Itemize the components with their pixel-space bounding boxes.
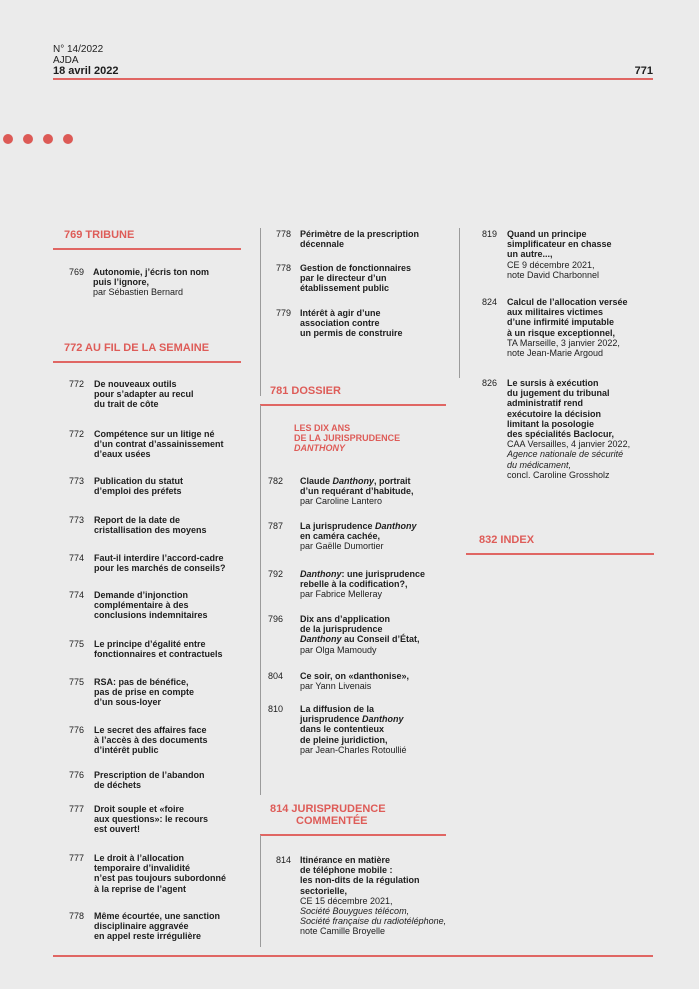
toc-page-number: 814	[276, 855, 292, 865]
toc-page-number: 774	[69, 590, 85, 600]
toc-entry-detail: par Yann Livenais	[300, 681, 372, 692]
toc-entry-title: du jugement du tribunal	[507, 388, 610, 399]
toc-entry-title: à un risque exceptionnel,	[507, 327, 616, 338]
decorative-dots	[3, 134, 73, 144]
toc-entry-title: des spécialités Baclocur,	[507, 429, 615, 440]
toc-entry-title: Demande d’injonction	[94, 590, 189, 600]
toc-page-number: 804	[268, 671, 284, 681]
toc-entry-title: Intérêt à agir d’une	[300, 308, 381, 318]
column-divider	[459, 228, 460, 378]
section-rule	[53, 361, 241, 363]
section-rule	[260, 404, 446, 406]
toc-page-number: 792	[268, 569, 284, 579]
toc-entry-title: rebelle à la codification?,	[300, 579, 408, 590]
dot	[63, 134, 73, 144]
toc-entry-title: aux questions»: le recours	[94, 814, 209, 825]
toc-page-number: 826	[482, 378, 498, 388]
toc-entry-title: en caméra cachée,	[300, 531, 381, 542]
toc-entry-title: d’intérêt public	[94, 745, 159, 756]
toc-entry-title: Quand un principe	[507, 229, 587, 239]
toc-page-number: 777	[69, 804, 85, 814]
toc-entry-title: conclusions indemnitaires	[94, 610, 208, 621]
journal-name: AJDA	[53, 55, 79, 66]
toc-entry-title: Périmètre de la prescription	[300, 229, 420, 239]
toc-entry-detail: Société française du radiotéléphone,	[300, 916, 447, 927]
column-divider	[260, 835, 261, 947]
toc-entry-title: Itinérance en matière	[300, 855, 391, 865]
toc-entry-title: La diffusion de la	[300, 704, 375, 714]
section-title-dossier: 781 DOSSIER	[270, 385, 341, 397]
toc-entry-title: Danthony: une jurisprudence	[300, 569, 426, 579]
toc-page-number: 773	[69, 476, 85, 486]
toc-entry-title: Report de la date de	[94, 515, 181, 525]
toc-page-number: 776	[69, 725, 85, 735]
toc-page-number: 778	[276, 263, 292, 273]
toc-entry-detail: note Jean-Marie Argoud	[507, 348, 604, 359]
toc-page-number: 776	[69, 770, 85, 780]
toc-entry-title: d’un sous-loyer	[94, 697, 162, 708]
toc-entry-detail: note Camille Broyelle	[300, 926, 386, 937]
toc-entry-title: aux militaires victimes	[507, 307, 604, 318]
section-rule	[260, 834, 446, 836]
toc-page-number: 819	[482, 229, 498, 239]
header-rule	[53, 78, 653, 80]
toc-page-number: 824	[482, 297, 498, 307]
toc-entry-title: cristallisation des moyens	[94, 525, 207, 536]
toc-entry-title: Faut-il interdire l’accord-cadre	[94, 553, 224, 563]
toc-entry-title: jurisprudence Danthony	[300, 714, 404, 725]
toc-entry-title: Compétence sur un litige né	[94, 429, 215, 439]
toc-entry-title: La jurisprudence Danthony	[300, 521, 417, 531]
toc-entry-title: Même écourtée, une sanction	[94, 911, 221, 921]
toc-entry-title: un autre...,	[507, 249, 553, 260]
toc-entry-title: pas de prise en compte	[94, 687, 195, 698]
toc-entry-detail: Agence nationale de sécurité	[507, 449, 624, 460]
toc-page-number: 772	[69, 429, 85, 439]
toc-entry-title: Dix ans d’application	[300, 614, 391, 624]
toc-entry-title: Claude Danthony, portrait	[300, 476, 411, 486]
toc-entry-title: est ouvert!	[94, 824, 141, 835]
toc-entry-title: Autonomie, j’écris ton nom	[93, 267, 210, 277]
toc-entry-title: établissement public	[300, 283, 390, 294]
toc-entry-title: Le principe d’égalité entre	[94, 639, 206, 649]
toc-entry-title: fonctionnaires et contractuels	[94, 649, 223, 660]
toc-entry-title: les non-dits de la régulation	[300, 875, 420, 886]
toc-entry-title: décennale	[300, 239, 345, 250]
toc-entry-detail: note David Charbonnel	[507, 269, 600, 280]
toc-entry-detail: Société Bouygues télécom,	[300, 906, 410, 917]
toc-entry-title: Danthony au Conseil d’État,	[300, 634, 420, 645]
toc-page-number: 779	[276, 308, 292, 318]
toc-page-number: 775	[69, 639, 85, 649]
toc-entry-detail: concl. Caroline Grossholz	[507, 469, 610, 480]
toc-entry-title: d’un requérant d’habitude,	[300, 486, 414, 497]
toc-page-number: 810	[268, 704, 284, 714]
toc-entry-title: d’emploi des préfets	[94, 486, 182, 497]
toc-entry-title: De nouveaux outils	[94, 379, 177, 389]
toc-entry-title: temporaire d’invalidité	[94, 863, 191, 874]
toc-entry-title: sectorielle,	[300, 885, 348, 896]
toc-entry-title: de déchets	[94, 780, 142, 791]
section-title-tribune: 769 TRIBUNE	[64, 229, 135, 241]
toc-entry-title: par le directeur d’un	[300, 273, 387, 284]
toc-entry-title: du trait de côte	[94, 399, 159, 410]
toc-page-number: 775	[69, 677, 85, 687]
toc-entry-detail: CE 9 décembre 2021,	[507, 259, 595, 270]
toc-page-number: 769	[69, 267, 85, 277]
column-divider	[260, 405, 261, 795]
dot	[23, 134, 33, 144]
dot	[3, 134, 13, 144]
toc-page-number: 774	[69, 553, 85, 563]
issue-date: 18 avril 2022	[53, 65, 119, 77]
section-title-jurisprudence	[270, 803, 386, 827]
toc-entry-title: disciplinaire aggravée	[94, 921, 189, 932]
toc-entry-title: Prescription de l’abandon	[94, 770, 205, 780]
toc-entry-title: administratif rend	[507, 398, 584, 409]
section-rule	[466, 553, 654, 555]
dossier-heading-line: DE LA JURISPRUDENCE	[294, 433, 401, 444]
section-rule	[53, 248, 241, 250]
toc-entry-title: limitant la posologie	[507, 418, 595, 429]
toc-entry-detail: par Olga Mamoudy	[300, 644, 377, 655]
issue-number: N° 14/2022	[53, 44, 104, 55]
toc-entry-detail: TA Marseille, 3 janvier 2022,	[507, 337, 620, 348]
toc-entry-title: un permis de construire	[300, 328, 403, 339]
toc-page-number: 787	[268, 521, 284, 531]
toc-page-number: 772	[69, 379, 85, 389]
toc-entry-title: de la jurisprudence	[300, 624, 383, 635]
toc-page-number: 778	[276, 229, 292, 239]
toc-entry-title: pour les marchés de conseils?	[94, 563, 226, 574]
toc-entry-title: Calcul de l’allocation versée	[507, 297, 628, 307]
toc-page-number: 777	[69, 853, 85, 863]
toc-page-number: 782	[268, 476, 284, 486]
toc-page-number: 778	[69, 911, 85, 921]
toc-entry-title: Publication du statut	[94, 476, 183, 486]
toc-entry-detail: du médicament,	[507, 459, 572, 470]
toc-entry-title: Gestion de fonctionnaires	[300, 263, 412, 273]
dossier-heading	[294, 423, 400, 454]
toc-entry-title: d’eaux usées	[94, 449, 151, 460]
column-divider	[260, 228, 261, 396]
toc-entry-title: Le secret des affaires face	[94, 725, 207, 735]
toc-page-number: 773	[69, 515, 85, 525]
toc-entry-title: à l’accès à des documents	[94, 735, 208, 746]
toc-page-number: 796	[268, 614, 284, 624]
toc-entry-title: pour s’adapter au recul	[94, 389, 194, 400]
section-title-line: 814 JURISPRUDENCE	[270, 803, 386, 815]
toc-entry-title: association contre	[300, 318, 380, 329]
toc-entry-title: à la reprise de l’agent	[94, 883, 187, 894]
toc-entry-detail: par Fabrice Melleray	[300, 589, 383, 600]
toc-entry-title: complémentaire à des	[94, 600, 189, 611]
toc-entry-detail: par Sébastien Bernard	[93, 287, 184, 298]
toc-entry-title: exécutoire la décision	[507, 408, 602, 419]
dot	[43, 134, 53, 144]
toc-entry-title: Le droit à l’allocation	[94, 853, 185, 863]
toc-entry-detail: par Jean-Charles Rotoullié	[300, 744, 407, 755]
toc-entry-title: en appel reste irrégulière	[94, 931, 202, 942]
toc-entry-title: Ce soir, on «danthonise»,	[300, 671, 410, 681]
toc-entry-title: RSA: pas de bénéfice,	[94, 677, 189, 687]
toc-entry-detail: par Gaëlle Dumortier	[300, 541, 384, 552]
footer-rule	[53, 955, 653, 957]
toc-entry-title: Droit souple et «foire	[94, 804, 185, 814]
dossier-heading-line: LES DIX ANS	[294, 423, 351, 433]
toc-entry-title: d’une infirmité imputable	[507, 317, 615, 328]
toc-entry-title: simplificateur en chasse	[507, 239, 612, 250]
section-title-line: COMMENTÉE	[296, 815, 368, 827]
toc-entry-detail: CAA Versailles, 4 janvier 2022,	[507, 439, 631, 450]
dossier-heading-line: DANTHONY	[294, 443, 345, 454]
section-title-semaine: 772 AU FIL DE LA SEMAINE	[64, 342, 210, 354]
page-number: 771	[634, 65, 653, 77]
section-title-index: 832 INDEX	[479, 534, 535, 546]
toc-entry-title: de téléphone mobile :	[300, 865, 393, 876]
toc-entry-detail: par Caroline Lantero	[300, 496, 383, 507]
toc-entry-detail: CE 15 décembre 2021,	[300, 895, 393, 906]
toc-entry-title: Le sursis à exécution	[507, 378, 599, 388]
toc-entry-title: dans le contentieux	[300, 724, 385, 735]
toc-entry-title: n’est pas toujours subordonné	[94, 873, 227, 884]
toc-entry-title: puis l’ignore,	[93, 277, 150, 288]
toc-entry-title: de pleine juridiction,	[300, 734, 388, 745]
toc-entry-title: d’un contrat d’assainissement	[94, 439, 224, 450]
